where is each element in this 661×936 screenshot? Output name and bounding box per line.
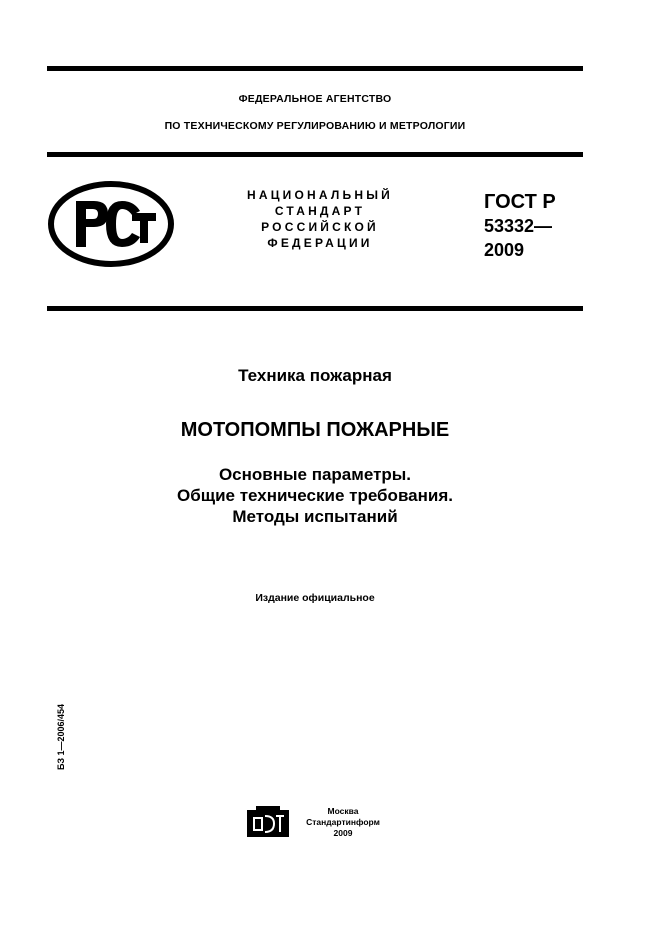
header-rule: [47, 152, 583, 157]
category-title: Техника пожарная: [238, 366, 392, 385]
agency-name-line2: ПО ТЕХНИЧЕСКОМУ РЕГУЛИРОВАНИЮ И МЕТРОЛОГИИ: [164, 120, 466, 132]
title-block-rule: [47, 306, 583, 311]
gost-prefix: ГОСТ Р: [484, 191, 556, 213]
standard-line1: НАЦИОНАЛЬНЫЙ: [246, 188, 394, 202]
subtitle-line1: Основные параметры.: [218, 465, 412, 484]
publisher-info: [296, 806, 390, 839]
gost-number: 53332—: [484, 216, 553, 236]
standartinform-logo-icon: [246, 806, 290, 838]
subtitle-line2: Общие технические требования.: [177, 486, 453, 505]
publisher-city: Москва: [327, 806, 359, 816]
agency-name-line1: ФЕДЕРАЛЬНОЕ АГЕНТСТВО: [238, 93, 392, 105]
national-standard-label: [230, 187, 410, 251]
standard-line3: РОССИЙСКОЙ: [261, 220, 379, 234]
gost-year: 2009: [484, 240, 525, 260]
subtitle-line3: Методы испытаний: [232, 507, 398, 526]
standard-line4: ФЕДЕРАЦИИ: [267, 236, 373, 250]
publisher-year: 2009: [333, 828, 353, 838]
rst-certification-mark-icon: [48, 181, 174, 267]
gost-designation: [484, 190, 556, 262]
top-rule: [47, 66, 583, 71]
main-title: МОТОПОМПЫ ПОЖАРНЫЕ: [180, 419, 450, 441]
side-code: БЗ 1—2006/454: [56, 703, 66, 770]
publisher-name: Стандартинформ: [306, 817, 380, 827]
standard-line2: СТАНДАРТ: [274, 204, 366, 218]
edition-label: Издание официальное: [255, 592, 375, 604]
